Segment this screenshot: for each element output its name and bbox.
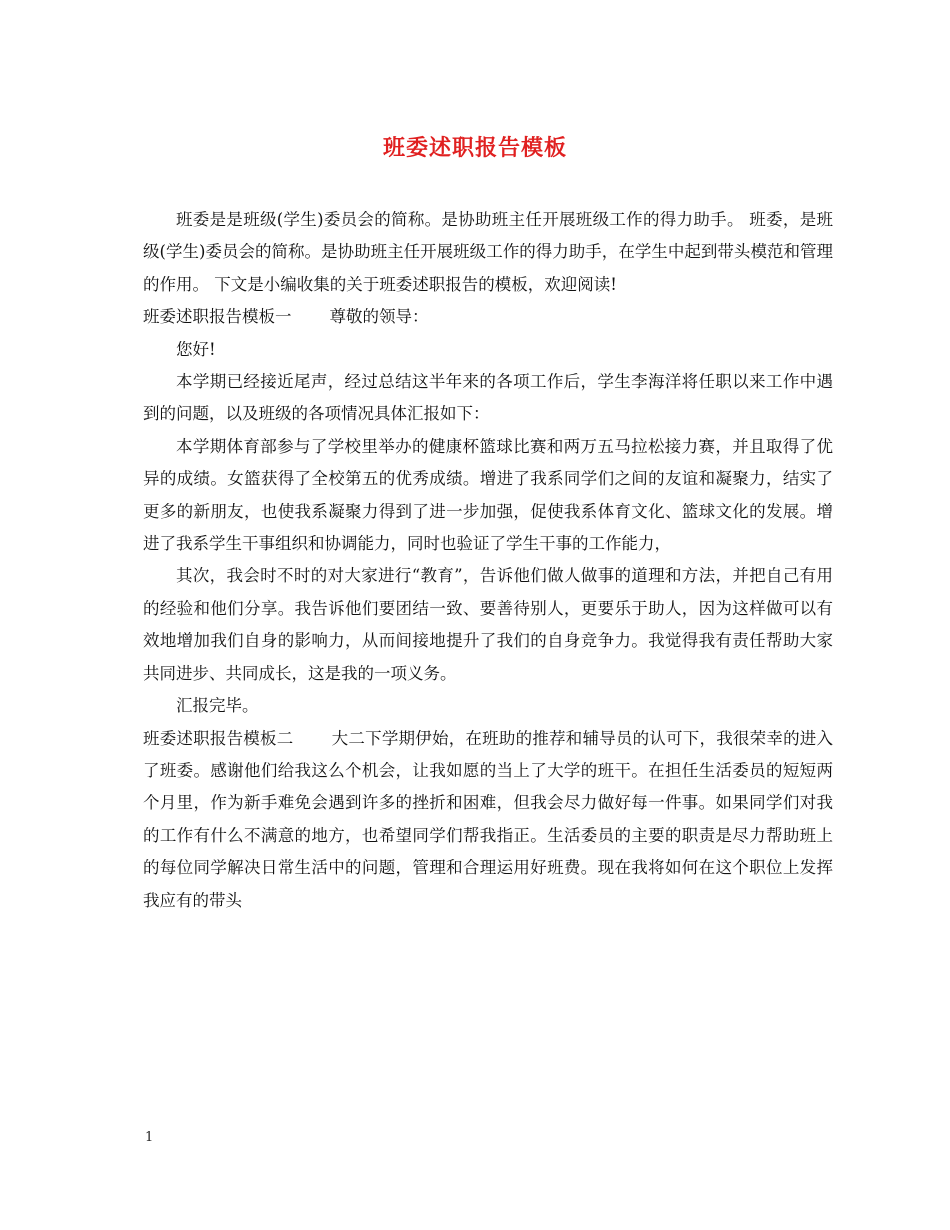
sports-paragraph: 本学期体育部参与了学校里举办的健康杯篮球比赛和两万五马拉松接力赛，并且取得了优异的成绩。女篮获得了全校第五的优秀成绩。增进了我系同学们之间的友谊和凝聚力，结实了更多的新朋友，也使我系凝聚力得到了进一步加强，促使我系体育文化、篮球文化的发展。增进了我系学生干事组织和协调能力，同时也验证了学生干事的工作能力， [143,436,833,554]
education-paragraph: 其次，我会时不时的对大家进行“教育”，告诉他们做人做事的道理和方法，并把自己有用的经验和他们分享。我告诉他们要团结一致、要善待别人，更要乐于助人，因为这样做可以有效地增加我们自身的影响力，从而间接地提升了我们的自身竞争力。我觉得我有责任帮助大家共同进步、共同成长，这是我的一项义务。 [143,566,833,683]
report-intro-paragraph: 本学期已经接近尾声，经过总结这半年来的各项工作后，学生李海洋将任职以来工作中遇到的问题，以及班级的各项情况具体汇报如下： [143,372,833,424]
section-1-salutation: 尊敬的领导： [329,307,429,327]
greeting-paragraph: 您好! [176,339,216,359]
section-1-line [143,301,833,333]
section-1-heading: 班委述职报告模板一 [143,307,292,327]
intro-paragraph: 班委是是班级(学生)委员会的简称。是协助班主任开展班级工作的得力助手。 班委，是班级(学生)委员会的简称。是协助班主任开展班级工作的得力助手，在学生中起到带头模范和管理的作用。 下文是小编收集的关于班委述职报告的模板，欢迎阅读! [143,210,833,294]
section-2-heading: 班委述职报告模板二 [143,728,294,748]
closing-paragraph: 汇报完毕。 [176,696,259,716]
document-title: 班委述职报告模板 [382,135,567,161]
document-body [143,204,833,917]
page-number: 1 [145,1130,154,1145]
section-2-paragraph [143,723,833,917]
section-2-text: 大二下学期伊始，在班助的推荐和辅导员的认可下，我很荣幸的进入了班委。感谢他们给我这么个机会，让我如愿的当上了大学的班干。在担任生活委员的短短两个月里，作为新手难免会遇到许多的挫折和困难，但我会尽力做好每一件事。如果同学们对我的工作有什么不满意的地方，也希望同学们帮我指正。生活委员的主要的职责是尽力帮助班上的每位同学解决日常生活中的问题，管理和合理运用好班费。现在我将如何在这个职位上发挥我应有的带头 [143,728,834,910]
